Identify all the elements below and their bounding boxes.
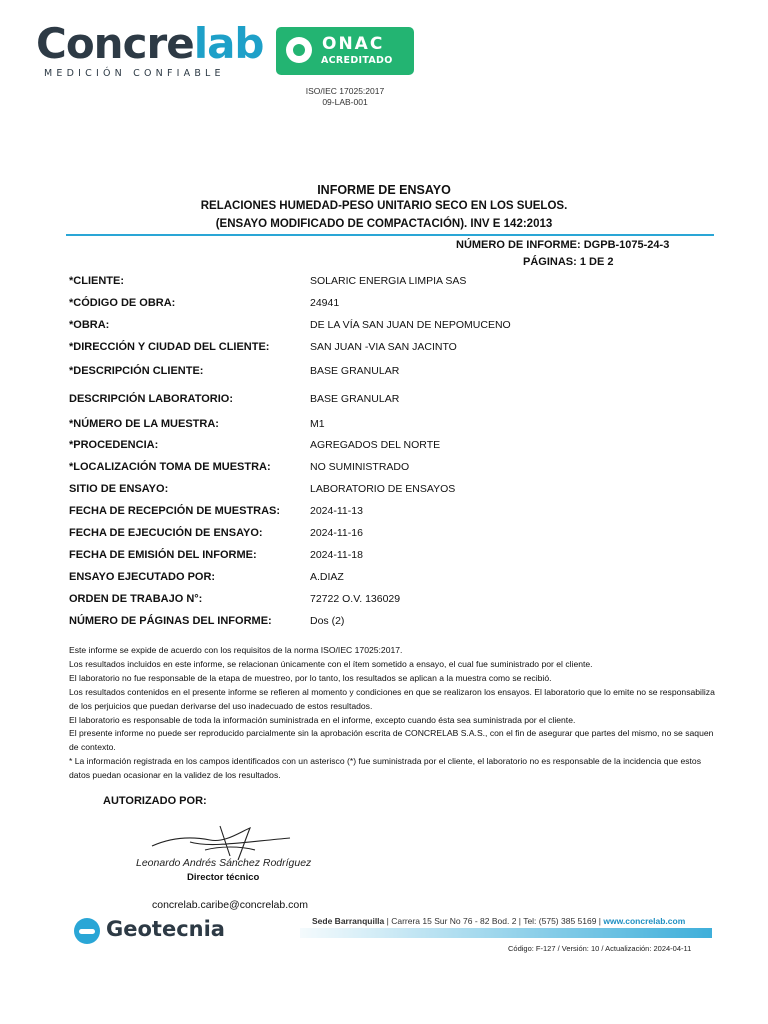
concrelab-logo xyxy=(36,19,268,80)
geotecnia-wordmark: Geotecnia xyxy=(106,917,225,941)
field-label: NÚMERO DE PÁGINAS DEL INFORME: xyxy=(69,615,272,627)
field-label: ORDEN DE TRABAJO N°: xyxy=(69,593,203,605)
footer-sede: Sede Barranquilla xyxy=(312,916,385,926)
note: Este informe se expide de acuerdo con los requisitos de la norma ISO/IEC 17025:2017. xyxy=(69,645,403,655)
report-subtitle-1: RELACIONES HUMEDAD-PESO UNITARIO SECO EN LOS SUELOS. xyxy=(200,200,568,212)
onac-title: ONAC xyxy=(322,34,385,54)
footer-address-line xyxy=(312,916,685,926)
field-label: *NÚMERO DE LA MUESTRA: xyxy=(69,418,219,430)
field-label: *CLIENTE: xyxy=(69,275,124,287)
footer-website-link[interactable]: www.concrelab.com xyxy=(603,916,686,926)
geotecnia-logo xyxy=(74,915,254,949)
field-label: *LOCALIZACIÓN TOMA DE MUESTRA: xyxy=(69,461,271,473)
onac-badge xyxy=(276,27,414,75)
field-value: NO SUMINISTRADO xyxy=(310,461,410,473)
report-number-label: NÚMERO DE INFORME: xyxy=(456,239,581,251)
report-number-value: DGPB-1075-24-3 xyxy=(583,239,670,251)
field-value: M1 xyxy=(310,418,325,430)
note: Los resultados contenidos en el presente informe se refieren al momento y condiciones en que se realizaron los ensayos. El laboratorio que lo emite no se responsabiliza de los perjuicios que puedan derivarse del uso inadecuado de estos resultados. xyxy=(69,686,715,711)
legal-notes xyxy=(69,644,719,783)
contact-email: concrelab.caribe@concrelab.com xyxy=(152,899,308,911)
note: Los resultados incluidos en este informe, se relacionan únicamente con el ítem sometido a ensayo, el cual fue suministrado por el cliente. xyxy=(69,658,593,669)
field-value: AGREGADOS DEL NORTE xyxy=(310,439,441,451)
iso-lab-code: 09-LAB-001 xyxy=(322,97,368,107)
field-value: 2024-11-13 xyxy=(310,505,363,517)
field-label: SITIO DE ENSAYO: xyxy=(69,483,169,495)
logo-wordmark-dark: Concre xyxy=(36,19,194,68)
field-label: FECHA DE EJECUCIÓN DE ENSAYO: xyxy=(69,527,263,539)
field-label: ENSAYO EJECUTADO POR: xyxy=(69,571,216,583)
note: El laboratorio no fue responsable de la etapa de muestreo, por lo tanto, los resultados se aplican a la muestra como se recibió. xyxy=(69,672,552,683)
field-value: 24941 xyxy=(310,297,340,309)
field-value: SOLARIC ENERGIA LIMPIA SAS xyxy=(310,275,467,287)
field-value: A.DIAZ xyxy=(310,571,344,583)
report-pages-value: 1 DE 2 xyxy=(579,256,614,268)
note: El presente informe no puede ser reproducido parcialmente sin la aprobación escrita de CONCRELAB S.A.S., con el fin de asegurar que partes del mismo, no se saquen de contexto. xyxy=(69,728,714,753)
field-value: BASE GRANULAR xyxy=(310,393,400,405)
signer-title: Director técnico xyxy=(187,872,260,883)
geotecnia-icon xyxy=(74,918,100,944)
iso-standard: ISO/IEC 17025:2017 xyxy=(305,86,385,96)
logo-tagline: MEDICIÓN CONFIABLE xyxy=(44,68,225,79)
logo-wordmark-blue: lab xyxy=(193,19,264,68)
field-value: DE LA VÍA SAN JUAN DE NEPOMUCENO xyxy=(310,319,511,331)
field-label: FECHA DE RECEPCIÓN DE MUESTRAS: xyxy=(69,505,281,517)
field-label: *DESCRIPCIÓN CLIENTE: xyxy=(69,365,204,377)
field-value: LABORATORIO DE ENSAYOS xyxy=(310,483,456,495)
note: * La información registrada en los campos identificados con un asterisco (*) fue suministrada por el cliente, el laboratorio no es responsable de la incidencia que estos datos puedan ocasionar en la validez de los resultados. xyxy=(69,756,701,781)
report-subtitle-2: (ENSAYO MODIFICADO DE COMPACTACIÓN). INV E 142:2013 xyxy=(215,218,553,230)
field-value: BASE GRANULAR xyxy=(310,365,400,377)
field-value: 2024-11-16 xyxy=(310,527,363,539)
report-title: INFORME DE ENSAYO xyxy=(317,183,451,197)
note: El laboratorio es responsable de toda la información suministrada en el informe, excepto cuando ésta sea suministrada por el cliente. xyxy=(69,714,576,725)
footer-accent-bar xyxy=(300,928,712,938)
onac-subtitle: ACREDITADO xyxy=(321,55,393,66)
field-label: *CÓDIGO DE OBRA: xyxy=(69,297,176,309)
report-pages-label: PÁGINAS: xyxy=(523,256,577,268)
document-code: Código: F-127 / Versión: 10 / Actualización: 2024-04-11 xyxy=(508,944,692,953)
title-divider xyxy=(66,234,714,236)
field-label: DESCRIPCIÓN LABORATORIO: xyxy=(69,393,233,405)
report-number xyxy=(456,239,669,251)
field-value: Dos (2) xyxy=(310,615,345,627)
field-label: FECHA DE EMISIÓN DEL INFORME: xyxy=(69,549,257,561)
footer-address: | Carrera 15 Sur No 76 - 82 Bod. 2 | Tel: (575) 385 5169 | xyxy=(384,916,604,926)
report-pages xyxy=(523,256,613,268)
field-label: *DIRECCIÓN Y CIUDAD DEL CLIENTE: xyxy=(69,341,270,353)
field-label: *OBRA: xyxy=(69,319,110,331)
iso-accreditation xyxy=(290,86,400,108)
field-value: 72722 O.V. 136029 xyxy=(310,593,401,605)
authorized-by-label: AUTORIZADO POR: xyxy=(103,795,207,807)
field-value: 2024-11-18 xyxy=(310,549,363,561)
logo-wordmark xyxy=(36,19,268,68)
field-label: *PROCEDENCIA: xyxy=(69,439,159,451)
signer-name: Leonardo Andrés Sánchez Rodríguez xyxy=(136,857,312,869)
field-value: SAN JUAN -VIA SAN JACINTO xyxy=(310,341,457,353)
onac-icon xyxy=(286,37,312,63)
